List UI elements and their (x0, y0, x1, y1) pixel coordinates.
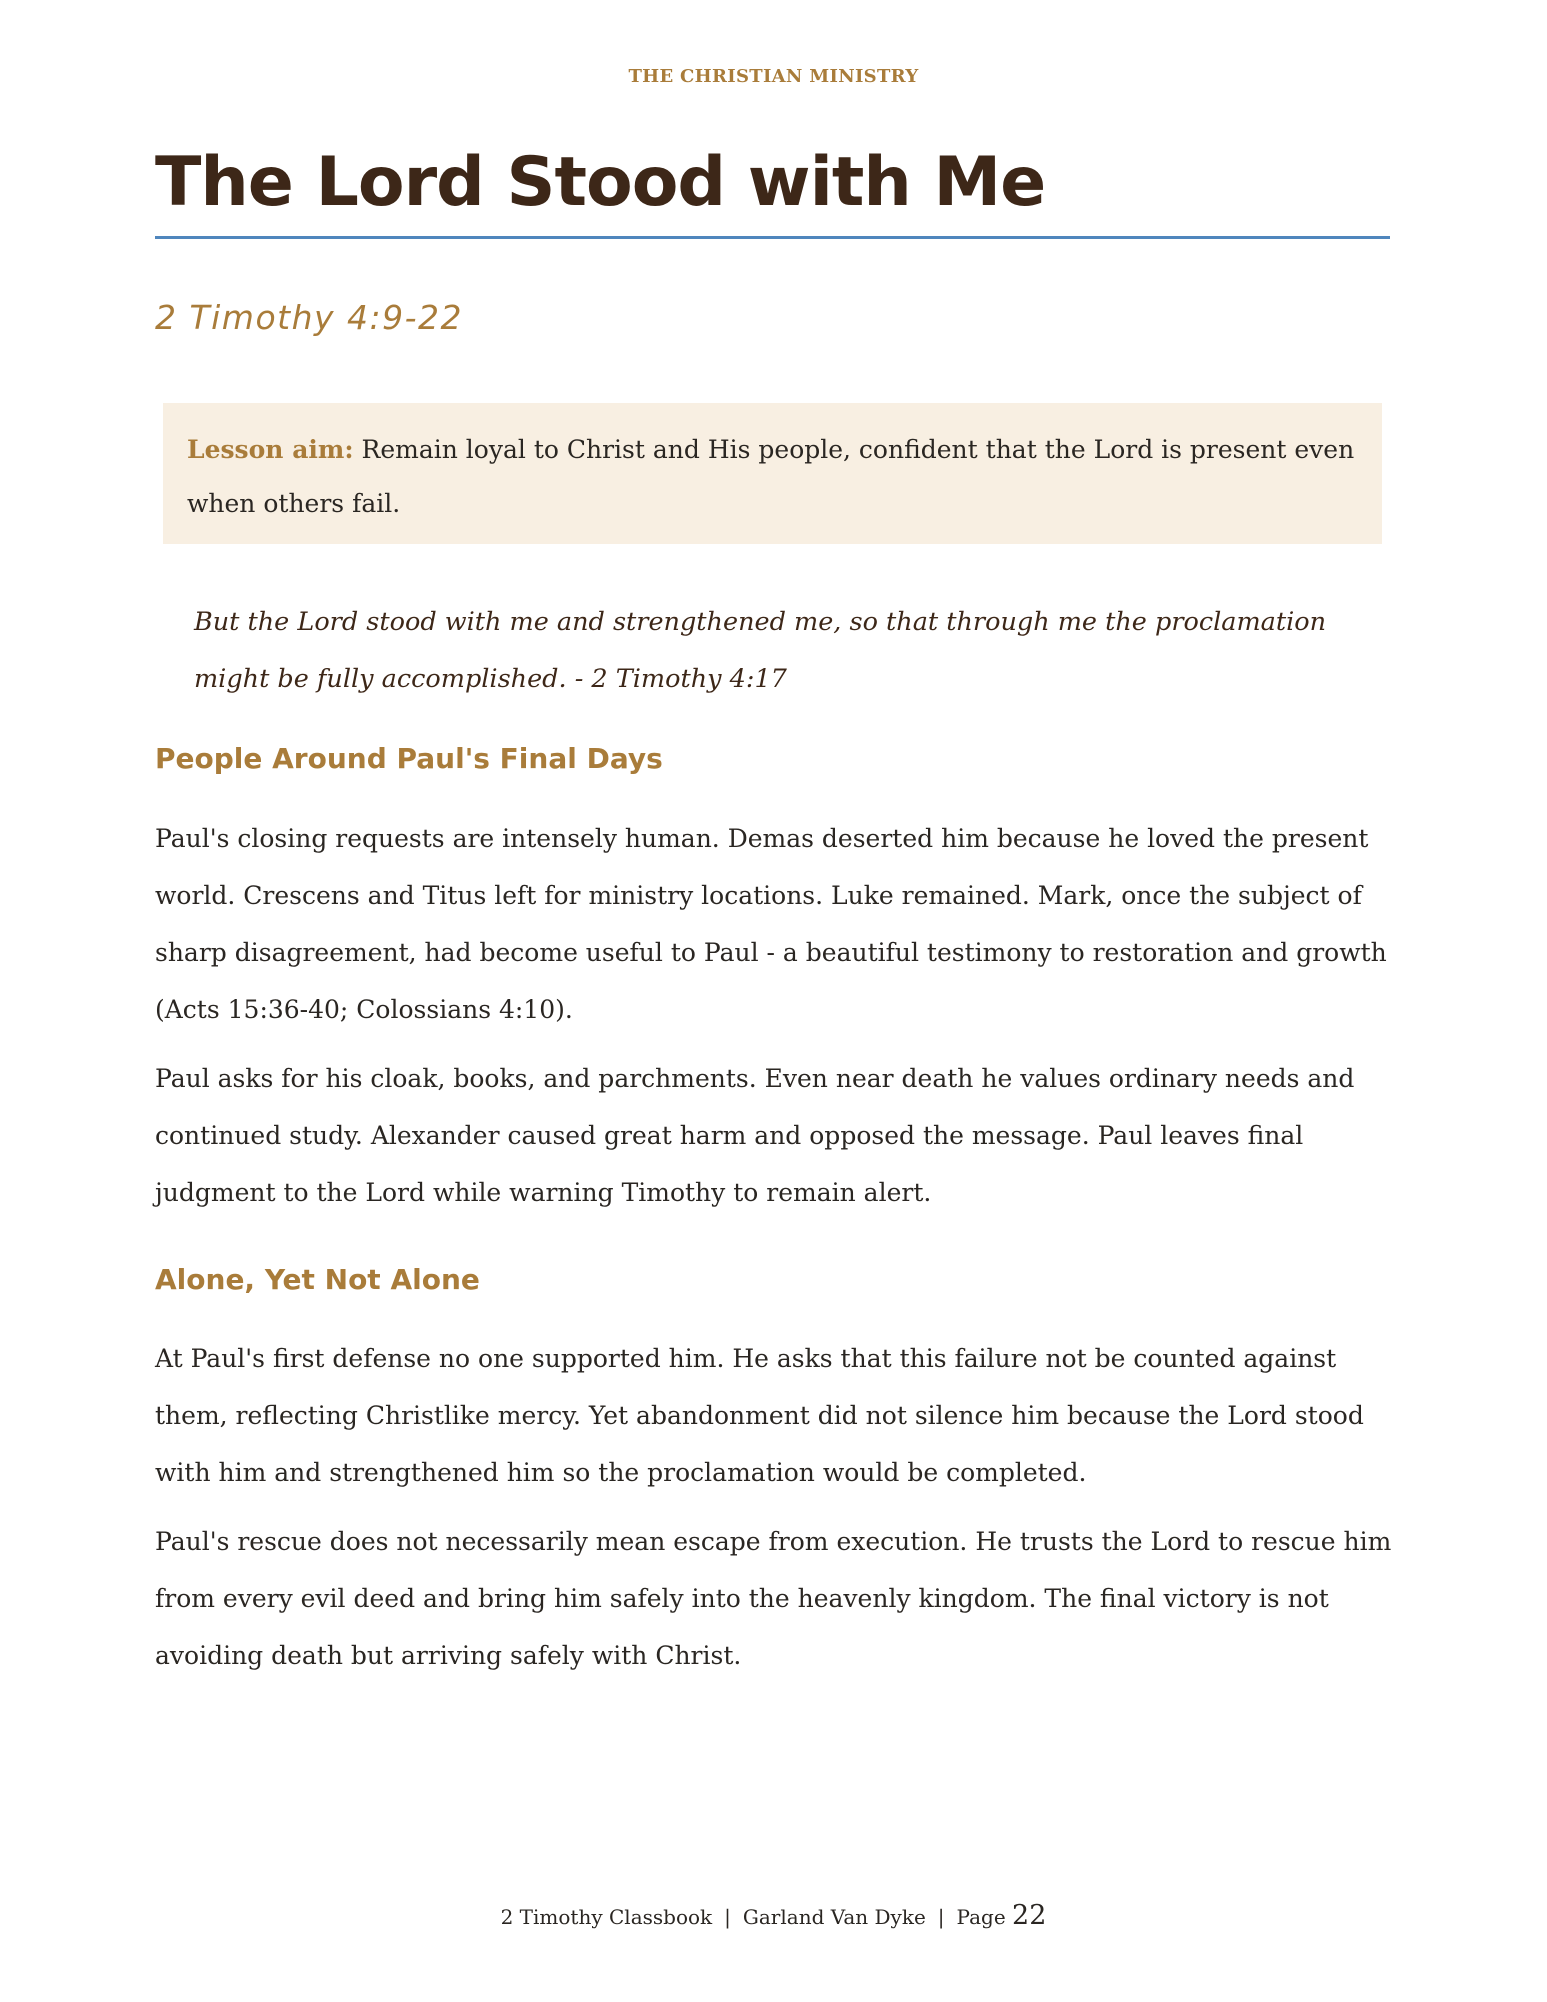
footer-book: 2 Timothy Classbook (500, 1905, 713, 1929)
section-heading-people: People Around Paul's Final Days (155, 742, 663, 775)
section-heading-alone: Alone, Yet Not Alone (155, 1263, 480, 1296)
lesson-aim (187, 423, 1367, 531)
lesson-aim-label: Lesson aim: (187, 435, 354, 464)
section-paragraph: Paul's closing requests are intensely human. Demas deserted him because he loved the present world. Crescens and Titus left for ministry locations. Luke remained. Mark, once the subject of sharp disagreement, had become useful to Paul - a beautiful testimony to restoration and growth (Acts 15:36-40; Colossians 4:10). (155, 824, 1387, 1024)
lesson-aim-box (163, 403, 1382, 544)
section-paragraph: Paul's rescue does not necessarily mean escape from execution. He trusts the Lord to rescue him from every evil deed and bring him safely into the heavenly kingdom. The final victory is not avoiding death but arriving safely with Christ. (155, 1527, 1392, 1670)
scripture-reference: 2 Timothy 4:9-22 (155, 298, 464, 337)
footer-page-label: Page (956, 1905, 1006, 1929)
lesson-aim-text: Remain loyal to Christ and His people, confident that the Lord is present even when others fail. (187, 435, 1355, 518)
section-paragraph: Paul asks for his cloak, books, and parchments. Even near death he values ordinary needs and continued study. Alexander caused great harm and opposed the message. Paul leaves final judgment to the Lord while warning Timothy to remain alert. (155, 1064, 1355, 1207)
section-paragraph: At Paul's first defense no one supported him. He asks that this failure not be counted against them, reflecting Christlike mercy. Yet abandonment did not silence him because the Lord stood with him and strengthened him so the proclamation would be completed. (155, 1344, 1364, 1487)
page-title: The Lord Stood with Me (155, 143, 1046, 222)
title-divider (155, 236, 1390, 239)
page-footer: 2 Timothy Classbook | Garland Van Dyke | Page 22 (500, 1900, 1047, 1931)
running-head: THE CHRISTIAN MINISTRY (628, 66, 919, 87)
key-verse-quote: But the Lord stood with me and strengthened me, so that through me the proclamation might be fully accomplished. - 2 Timothy 4:17 (194, 607, 1327, 694)
footer-author: Garland Van Dyke (742, 1905, 926, 1929)
footer-page-number: 22 (1012, 1900, 1047, 1931)
